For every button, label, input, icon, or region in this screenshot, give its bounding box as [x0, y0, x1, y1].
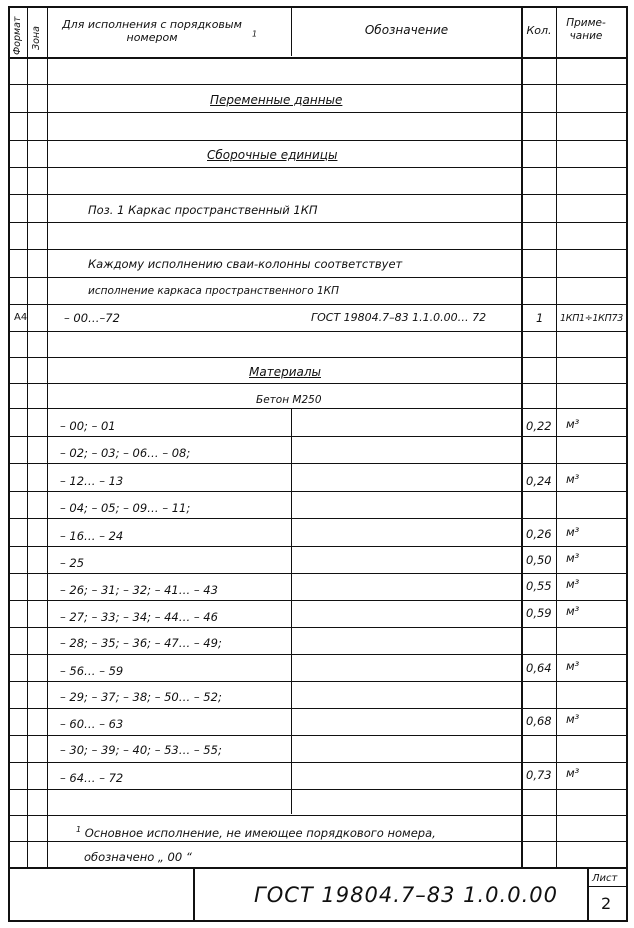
- col-line-zone: [27, 8, 28, 868]
- a4-range: – 00…–72: [64, 311, 120, 325]
- header-name: [52, 18, 282, 44]
- material-unit: м³: [566, 577, 580, 591]
- header-bottom-line: [10, 57, 626, 59]
- material-qty: 0,24: [526, 474, 552, 488]
- title-block-top-line: [10, 867, 626, 869]
- material-qty: 0,64: [526, 661, 552, 675]
- row-line: [10, 84, 626, 85]
- material-name: – 30; – 39; – 40; – 53… – 55;: [60, 743, 222, 757]
- material-unit: м³: [566, 525, 580, 539]
- material-qty: 0,68: [526, 714, 552, 728]
- row-line: [10, 735, 626, 736]
- row-line: [10, 815, 626, 816]
- material-name: – 64… – 72: [60, 771, 124, 785]
- row-line: [10, 627, 626, 628]
- row-line: [10, 383, 626, 384]
- row-line: [10, 304, 626, 305]
- row-line: [10, 789, 626, 790]
- header-format: Формат: [12, 16, 23, 55]
- material-unit: м³: [566, 659, 580, 673]
- header-name-text: Для исполнения с порядковым номером: [62, 18, 242, 44]
- title-block-divider: [193, 868, 195, 921]
- row-line: [10, 518, 626, 519]
- material-qty: 0,22: [526, 419, 552, 433]
- material-unit: м³: [566, 417, 580, 431]
- material-name: – 60… – 63: [60, 717, 124, 731]
- a4-designation: ГОСТ 19804.7–83 1.1.0.00… 72: [311, 311, 487, 324]
- material-name: – 00; – 01: [60, 419, 116, 433]
- a4-qty: 1: [536, 311, 544, 325]
- row-line: [10, 546, 626, 547]
- footnote-line-2: обозначено „ 00 “: [84, 850, 192, 864]
- row-line: [10, 331, 626, 332]
- material-name: – 12… – 13: [60, 474, 124, 488]
- row-line: [10, 277, 626, 278]
- row-line: [10, 167, 626, 168]
- row-line: [10, 600, 626, 601]
- material-qty: 0,50: [526, 553, 552, 567]
- col-line-qty: [521, 8, 523, 868]
- row-line: [10, 112, 626, 113]
- header-zone: Зона: [31, 26, 42, 50]
- material-qty: 0,73: [526, 768, 552, 782]
- material-qty: 0,59: [526, 606, 552, 620]
- col-line-note: [556, 8, 557, 868]
- row-line: [10, 491, 626, 492]
- material-name: – 26; – 31; – 32; – 41… – 43: [60, 583, 218, 597]
- material-name: – 02; – 03; – 06… – 08;: [60, 446, 191, 460]
- row-line: [10, 194, 626, 195]
- each-variant-line-2: исполнение каркаса пространственного 1КП: [88, 285, 339, 297]
- col-line-designation-lower: [291, 408, 292, 814]
- a4-format: А4: [14, 312, 28, 323]
- material-unit: м³: [566, 472, 580, 486]
- col-line-name: [47, 8, 48, 868]
- material-name: – 28; – 35; – 36; – 47… – 49;: [60, 636, 222, 650]
- section-materials: Материалы: [249, 365, 321, 379]
- sheet-label: Лист: [592, 873, 618, 884]
- footnote-line-1: [76, 823, 436, 840]
- title-block-sheet-divider: [587, 868, 589, 921]
- footnote-mark: 1: [76, 825, 82, 834]
- row-line: [10, 140, 626, 141]
- material-unit: м³: [566, 551, 580, 565]
- row-line: [10, 249, 626, 250]
- row-line: [10, 708, 626, 709]
- row-line: [10, 573, 626, 574]
- header-note: Приме- чание: [566, 17, 606, 42]
- material-name: – 16… – 24: [60, 529, 124, 543]
- material-unit: м³: [566, 766, 580, 780]
- row-line: [10, 408, 626, 409]
- material-qty: 0,26: [526, 527, 552, 541]
- header-designation: Обозначение: [364, 23, 449, 37]
- document-code: ГОСТ 19804.7–83 1.0.0.00: [254, 883, 558, 907]
- footnote-text-1: Основное исполнение, не имеющее порядкового номера,: [84, 825, 436, 840]
- material-unit: м³: [566, 604, 580, 618]
- title-block-sheet-line: [588, 886, 626, 887]
- material-qty: 0,55: [526, 579, 552, 593]
- row-line: [10, 357, 626, 358]
- row-line: [10, 681, 626, 682]
- row-line: [10, 654, 626, 655]
- section-variable-data: Переменные данные: [210, 93, 343, 107]
- row-line: [10, 762, 626, 763]
- row-line: [10, 222, 626, 223]
- header-qty: Кол.: [526, 24, 552, 37]
- row-line: [10, 463, 626, 464]
- row-line: [10, 436, 626, 437]
- concrete-grade: Бетон М250: [256, 394, 322, 406]
- position-1-frame: Поз. 1 Каркас пространственный 1КП: [88, 203, 318, 217]
- header-name-footnote-mark: 1: [252, 29, 258, 39]
- row-line: [10, 841, 626, 842]
- material-name: – 25: [60, 556, 85, 570]
- each-variant-line-1: Каждому исполнению сваи-колонны соответствует: [88, 257, 403, 271]
- a4-note: 1КП1÷1КП73: [560, 313, 623, 324]
- material-name: – 29; – 37; – 38; – 50… – 52;: [60, 690, 222, 704]
- material-name: – 27; – 33; – 34; – 44… – 46: [60, 610, 218, 624]
- material-unit: м³: [566, 712, 580, 726]
- material-name: – 04; – 05; – 09… – 11;: [60, 501, 191, 515]
- section-assembly-units: Сборочные единицы: [207, 148, 338, 162]
- sheet-number: 2: [601, 894, 612, 913]
- material-name: – 56… – 59: [60, 664, 124, 678]
